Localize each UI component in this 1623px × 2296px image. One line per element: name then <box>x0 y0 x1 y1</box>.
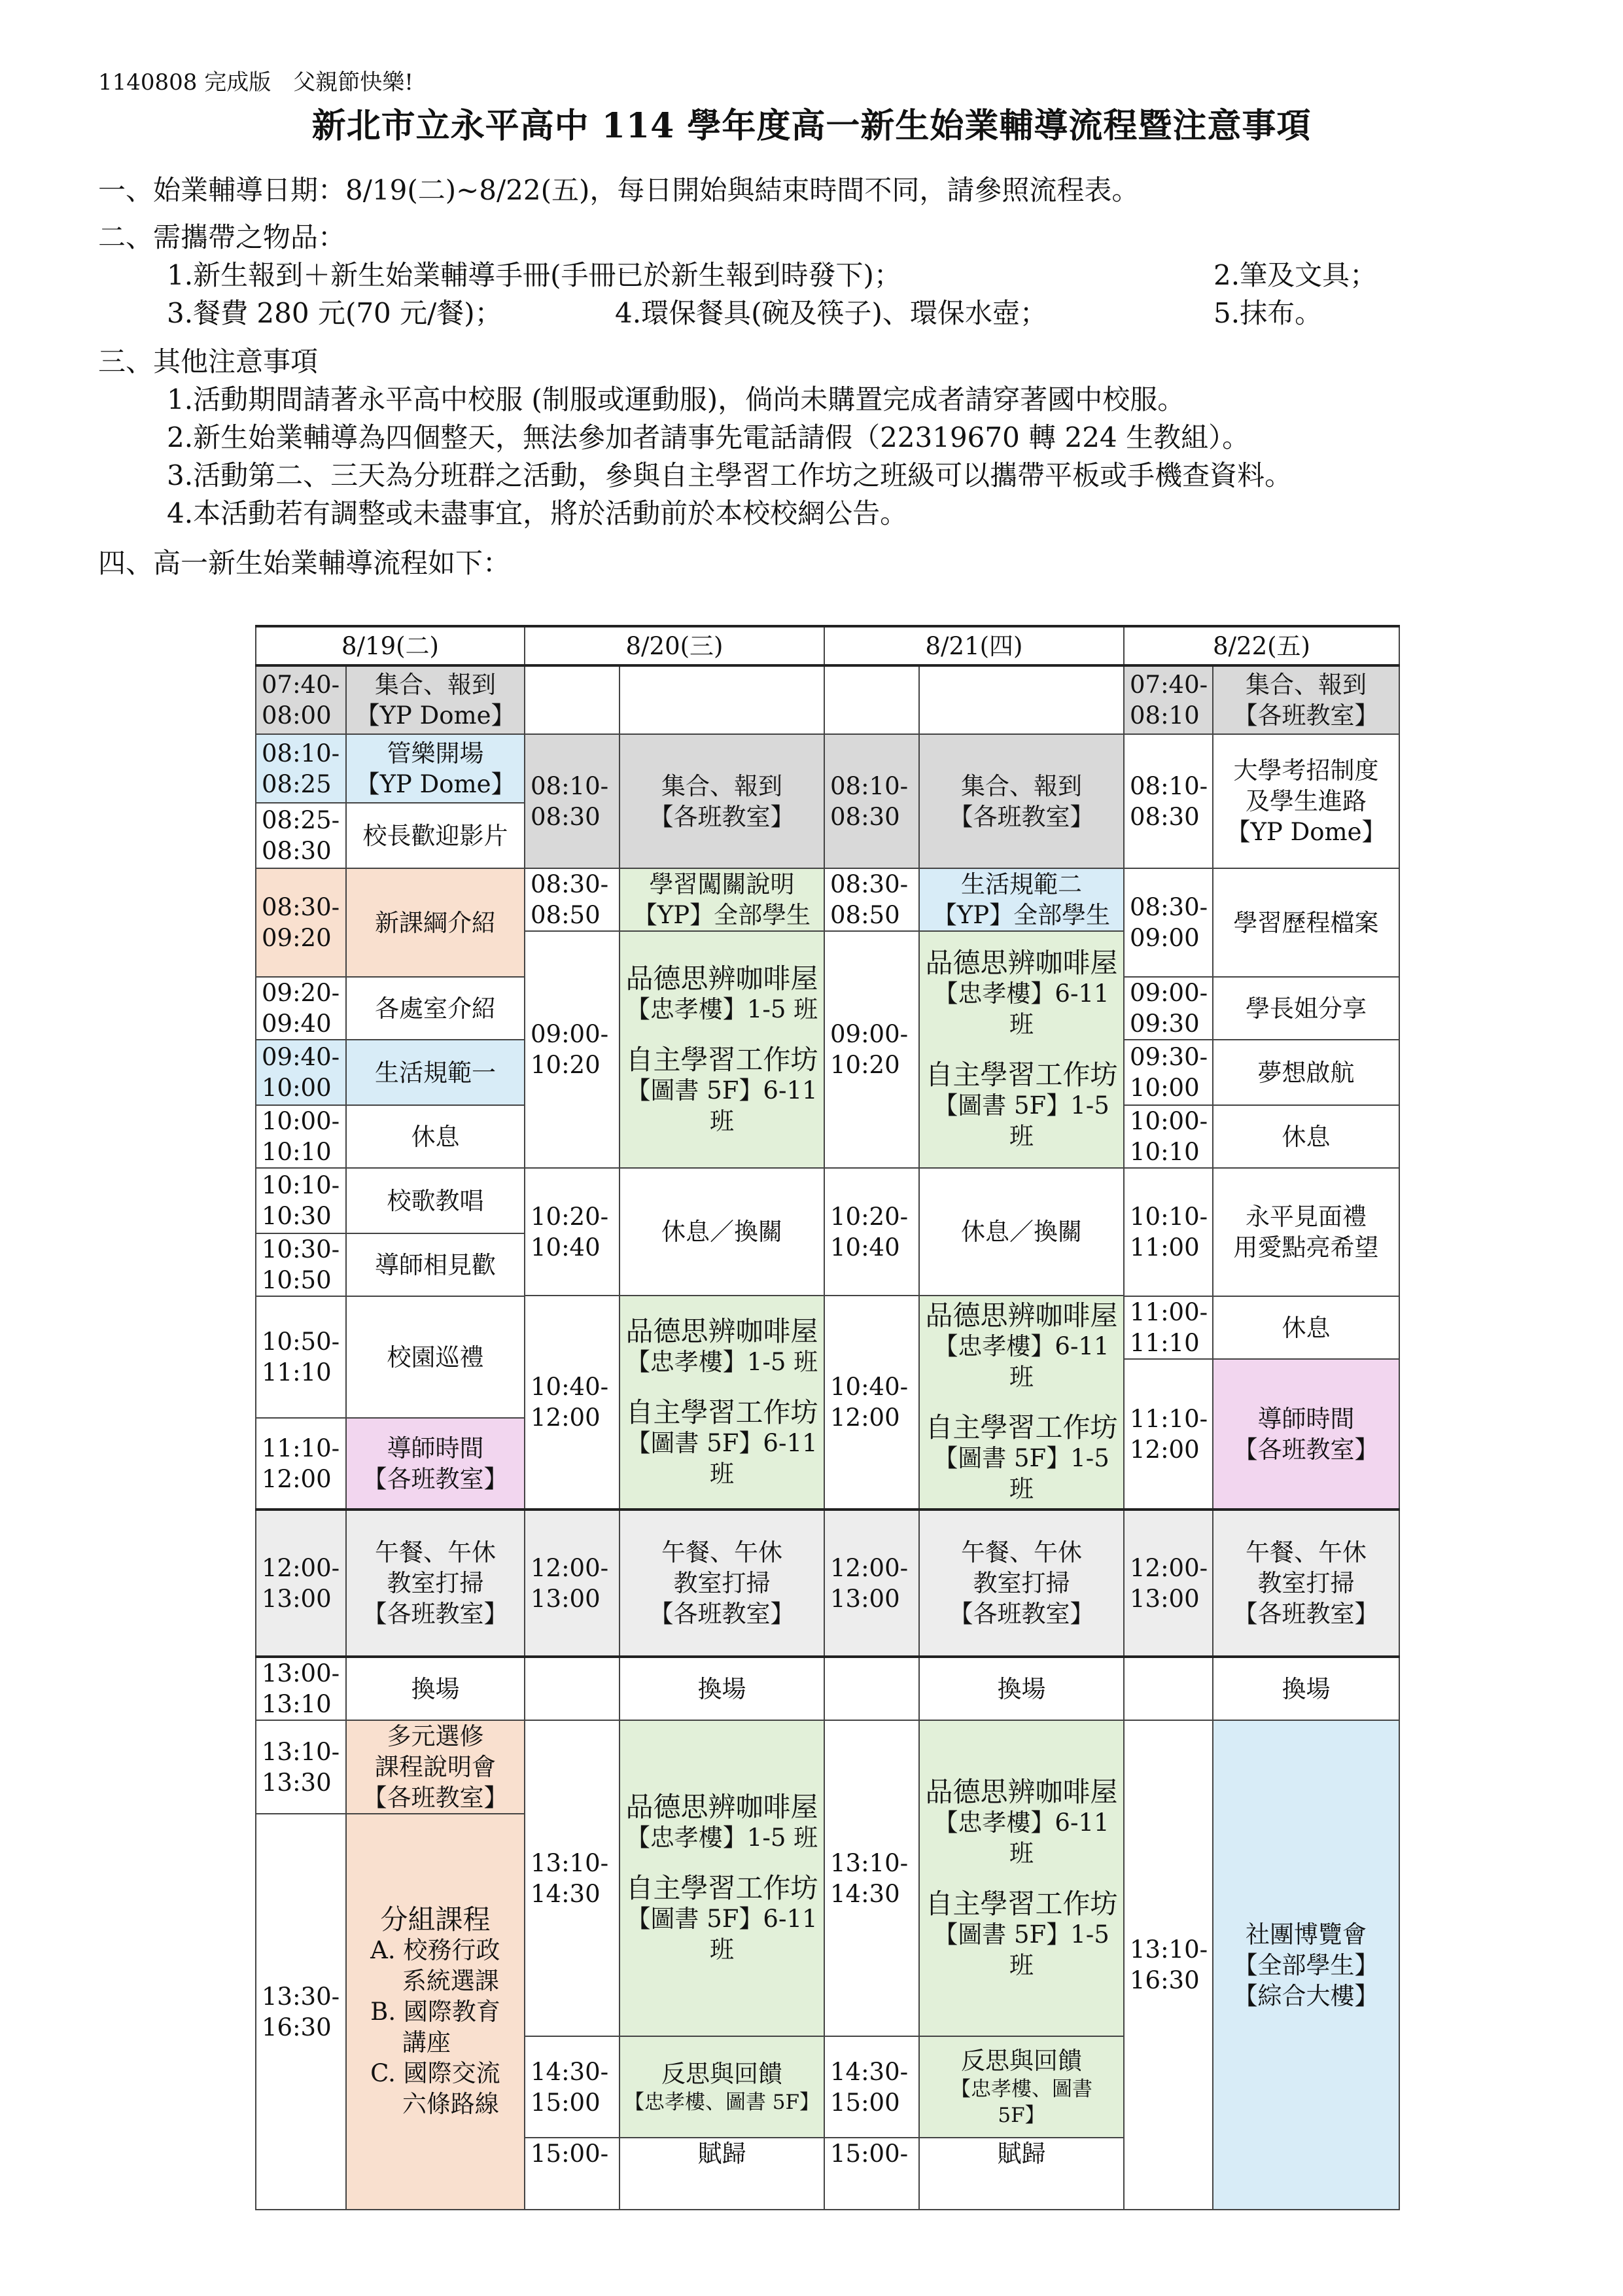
d1-act-homeroom: 導師時間 【各班教室】 <box>346 1418 525 1510</box>
item-meal-fee: 3.餐費 280 元(70 元/餐)； <box>167 297 502 329</box>
d2-s2-workshop-room: 【圖書 5F】6-11 班 <box>626 1428 818 1488</box>
d4-time-seniors: 09:00- 09:30 <box>1124 977 1213 1040</box>
page-title: 新北市立永平高中 114 學年度高一新生始業輔導流程暨注意事項 <box>311 106 1312 146</box>
item-tableware: 4.環保餐具(碗及筷子)、環保水壺； <box>615 297 1047 329</box>
d3-s2-workshop: 自主學習工作坊 <box>925 1411 1118 1443</box>
d3-s1-cafe: 品德思辨咖啡屋 <box>925 947 1118 979</box>
notice-leave: 2.新生始業輔導為四個整天，無法參加者請事先電話請假（22319670 轉 224 生教組）。 <box>167 421 1250 453</box>
section-4-heading: 四、高一新生始業輔導流程如下： <box>98 547 511 579</box>
d3-s1-workshop: 自主學習工作坊 <box>925 1059 1118 1091</box>
d3-time-lunch: 12:00- 13:00 <box>824 1510 919 1657</box>
d1-act-rules: 生活規範一 <box>346 1040 525 1105</box>
d2-time-session2: 10:40- 12:00 <box>525 1296 620 1510</box>
d2-s1-cafe-room: 【忠孝樓】1-5 班 <box>625 995 818 1023</box>
d1-time-welcome: 08:25- 08:30 <box>256 803 346 868</box>
d3-act-dismiss: 賦歸 <box>919 2138 1124 2210</box>
d1-act-song: 校歌教唱 <box>346 1168 525 1233</box>
d2-reflect-room: 【忠孝樓、圖書 5F】 <box>623 2091 820 2114</box>
d4-act-exam: 大學考招制度 及學生進路 【YP Dome】 <box>1213 734 1399 868</box>
d3-act-reflect <box>919 2036 1124 2138</box>
group-option-c: C. 國際交流 六條路線 <box>370 2059 500 2118</box>
d4-act-clubs: 社團博覽會 【全部學生】 【綜合大樓】 <box>1213 1720 1399 2210</box>
section-2-heading: 二、需攜帶之物品： <box>98 221 346 253</box>
section-1-date: 一、始業輔導日期：8/19(二)~8/22(五)，每日開始與結束時間不同，請參照流程表。 <box>98 174 1140 206</box>
d4-act-checkin: 集合、報到 【各班教室】 <box>1213 665 1399 734</box>
d3-s2-cafe: 品德思辨咖啡屋 <box>925 1299 1118 1332</box>
d4-time-lunch: 12:00- 13:00 <box>1124 1510 1213 1657</box>
d3-act-session2 <box>919 1296 1124 1510</box>
d2-s1-cafe: 品德思辨咖啡屋 <box>625 962 818 995</box>
d2-act-break: 休息／換關 <box>620 1168 824 1296</box>
d4-time-break1: 10:00- 10:10 <box>1124 1105 1213 1168</box>
d1-act-groups <box>346 1814 525 2210</box>
d1-act-checkin: 集合、報到 【YP Dome】 <box>346 665 525 734</box>
d2-s3-cafe-room: 【忠孝樓】1-5 班 <box>625 1824 818 1852</box>
d4-act-dream: 夢想啟航 <box>1213 1040 1399 1105</box>
d4-time-dream: 09:30- 10:00 <box>1124 1040 1213 1105</box>
d3-time-rules: 08:30- 08:50 <box>824 868 919 931</box>
d2-time-reflect: 14:30- 15:00 <box>525 2036 620 2138</box>
day-header-821: 8/21(四) <box>824 626 1124 665</box>
d4-time-homeroom: 11:10- 12:00 <box>1124 1359 1213 1510</box>
d4-time-checkin: 07:40- 08:10 <box>1124 665 1213 734</box>
d1-act-elective: 多元選修 課程說明會 【各班教室】 <box>346 1720 525 1814</box>
item-handbook: 1.新生報到＋新生始業輔導手冊(手冊已於新生報到時發下)； <box>167 259 901 291</box>
d2-act-reflect <box>620 2036 824 2138</box>
d3-time-session2: 10:40- 12:00 <box>824 1296 919 1510</box>
d2-time-lunch: 12:00- 13:00 <box>525 1510 620 1657</box>
d2-s3-workshop-room: 【圖書 5F】6-11 班 <box>626 1905 818 1964</box>
d1-time-change: 13:00- 13:10 <box>256 1657 346 1720</box>
d2-act-session1 <box>620 931 824 1168</box>
d2-act-challenge: 學習闖關說明 【YP】全部學生 <box>620 868 824 931</box>
d1-time-band: 08:10- 08:25 <box>256 734 346 803</box>
d2-s2-cafe: 品德思辨咖啡屋 <box>625 1315 818 1347</box>
notice-announcement: 4.本活動若有調整或未盡事宜，將於活動前於本校校網公告。 <box>167 497 908 529</box>
d2-s2-cafe-room: 【忠孝樓】1-5 班 <box>625 1347 818 1376</box>
d4-act-break2: 休息 <box>1213 1296 1399 1359</box>
day-header-820: 8/20(三) <box>525 626 824 665</box>
d4-act-homeroom: 導師時間 【各班教室】 <box>1213 1359 1399 1510</box>
notice-uniform: 1.活動期間請著永平高中校服 (制服或運動服)，倘尚未購置完成者請穿著國中校服。 <box>167 383 1185 415</box>
d1-act-break: 休息 <box>346 1105 525 1168</box>
d2-s3-cafe: 品德思辨咖啡屋 <box>625 1791 818 1823</box>
d1-time-song: 10:10- 10:30 <box>256 1168 346 1233</box>
d3-act-break: 休息／換關 <box>919 1168 1124 1296</box>
d2-time-break: 10:20- 10:40 <box>525 1168 620 1296</box>
d3-act-session3 <box>919 1720 1124 2036</box>
d1-time-groups: 13:30- 16:30 <box>256 1814 346 2210</box>
d1-act-tour: 校園巡禮 <box>346 1296 525 1418</box>
d4-time-exam: 08:10- 08:30 <box>1124 734 1213 868</box>
d4-time-clubs: 13:10- 16:30 <box>1124 1720 1213 2210</box>
d3-time-checkin: 08:10- 08:30 <box>824 734 919 868</box>
d2-act-checkin: 集合、報到 【各班教室】 <box>620 734 824 868</box>
d1-time-lunch: 12:00- 13:00 <box>256 1510 346 1657</box>
d2-s3-workshop: 自主學習工作坊 <box>625 1872 818 1904</box>
group-option-b: B. 國際教育 講座 <box>370 1998 500 2057</box>
d4-act-break1: 休息 <box>1213 1105 1399 1168</box>
item-cloth: 5.抹布。 <box>1213 297 1323 329</box>
d4-act-portfolio: 學習歷程檔案 <box>1213 868 1399 977</box>
item-stationery: 2.筆及文具； <box>1213 259 1378 291</box>
notice-devices: 3.活動第二、三天為分班群之活動，參與自主學習工作坊之班級可以攜帶平板或手機查資料。 <box>167 459 1293 491</box>
d2-time-dismiss: 15:00- <box>525 2138 620 2210</box>
d3-s3-workshop: 自主學習工作坊 <box>925 1887 1118 1920</box>
d3-s3-cafe: 品德思辨咖啡屋 <box>925 1775 1118 1808</box>
day-header-822: 8/22(五) <box>1124 626 1399 665</box>
d2-act-session2 <box>620 1296 824 1510</box>
d2-act-session3 <box>620 1720 824 2036</box>
d2-s2-workshop: 自主學習工作坊 <box>625 1396 818 1428</box>
schedule-table <box>255 625 1400 2210</box>
d2-time-session1: 09:00- 10:20 <box>525 931 620 1168</box>
d3-s2-cafe-room: 【忠孝樓】6-11 班 <box>934 1332 1109 1391</box>
d3-act-change: 換場 <box>919 1657 1124 1720</box>
d3-s3-cafe-room: 【忠孝樓】6-11 班 <box>934 1808 1109 1867</box>
group-title: 分組課程 <box>380 1903 491 1935</box>
d3-s1-workshop-room: 【圖書 5F】1-5 班 <box>934 1091 1109 1150</box>
d3-act-rules: 生活規範二 【YP】全部學生 <box>919 868 1124 931</box>
d3-time-reflect: 14:30- 15:00 <box>824 2036 919 2138</box>
d1-act-band: 管樂開場 【YP Dome】 <box>346 734 525 803</box>
d2-time-session3: 13:10- 14:30 <box>525 1720 620 2036</box>
d1-act-curriculum: 新課綱介紹 <box>346 868 525 977</box>
d4-time-break2: 11:00- 11:10 <box>1124 1296 1213 1359</box>
d2-act-change: 換場 <box>620 1657 824 1720</box>
d2-s1-workshop-room: 【圖書 5F】6-11 班 <box>626 1076 818 1135</box>
d4-act-change: 換場 <box>1213 1657 1399 1720</box>
d4-act-gift: 永平見面禮 用愛點亮希望 <box>1213 1168 1399 1296</box>
d4-time-portfolio: 08:30- 09:00 <box>1124 868 1213 977</box>
d1-time-homeroom: 11:10- 12:00 <box>256 1418 346 1510</box>
d2-time-challenge: 08:30- 08:50 <box>525 868 620 931</box>
d3-act-lunch: 午餐、午休 教室打掃 【各班教室】 <box>919 1510 1124 1657</box>
d1-act-mentor: 導師相見歡 <box>346 1233 525 1296</box>
d1-act-offices: 各處室介紹 <box>346 977 525 1040</box>
d1-time-break: 10:00- 10:10 <box>256 1105 346 1168</box>
d3-s3-workshop-room: 【圖書 5F】1-5 班 <box>934 1920 1109 1979</box>
d3-reflect-room: 【忠孝樓、圖書 5F】 <box>951 2077 1092 2127</box>
d3-act-checkin: 集合、報到 【各班教室】 <box>919 734 1124 868</box>
d3-time-session3: 13:10- 14:30 <box>824 1720 919 2036</box>
d3-s1-cafe-room: 【忠孝樓】6-11 班 <box>934 980 1109 1038</box>
d3-time-break: 10:20- 10:40 <box>824 1168 919 1296</box>
d2-s1-workshop: 自主學習工作坊 <box>625 1043 818 1076</box>
day-header-819: 8/19(二) <box>256 626 525 665</box>
d3-time-dismiss: 15:00- <box>824 2138 919 2210</box>
d3-s2-workshop-room: 【圖書 5F】1-5 班 <box>934 1444 1109 1503</box>
d1-time-checkin: 07:40- 08:00 <box>256 665 346 734</box>
d2-act-lunch: 午餐、午休 教室打掃 【各班教室】 <box>620 1510 824 1657</box>
d1-time-curriculum: 08:30- 09:20 <box>256 868 346 977</box>
d1-time-offices: 09:20- 09:40 <box>256 977 346 1040</box>
d1-time-mentor: 10:30- 10:50 <box>256 1233 346 1296</box>
group-option-a: A. 校務行政 系統選課 <box>370 1936 500 1995</box>
d1-act-change: 換場 <box>346 1657 525 1720</box>
d2-time-checkin: 08:10- 08:30 <box>525 734 620 868</box>
d4-time-gift: 10:10- 11:00 <box>1124 1168 1213 1296</box>
d4-act-seniors: 學長姐分享 <box>1213 977 1399 1040</box>
d3-time-session1: 09:00- 10:20 <box>824 931 919 1168</box>
d2-act-dismiss: 賦歸 <box>620 2138 824 2210</box>
d3-act-session1 <box>919 931 1124 1168</box>
section-3-heading: 三、其他注意事項 <box>98 345 319 378</box>
version-note: 1140808 完成版 父親節快樂! <box>98 69 413 96</box>
d1-time-tour: 10:50- 11:10 <box>256 1296 346 1418</box>
d2-reflect-title: 反思與回饋 <box>661 2060 782 2088</box>
d1-time-rules: 09:40- 10:00 <box>256 1040 346 1105</box>
d1-act-lunch: 午餐、午休 教室打掃 【各班教室】 <box>346 1510 525 1657</box>
d3-reflect-title: 反思與回饋 <box>961 2047 1082 2075</box>
d4-act-lunch: 午餐、午休 教室打掃 【各班教室】 <box>1213 1510 1399 1657</box>
d1-act-welcome: 校長歡迎影片 <box>346 803 525 868</box>
d1-time-elective: 13:10- 13:30 <box>256 1720 346 1814</box>
